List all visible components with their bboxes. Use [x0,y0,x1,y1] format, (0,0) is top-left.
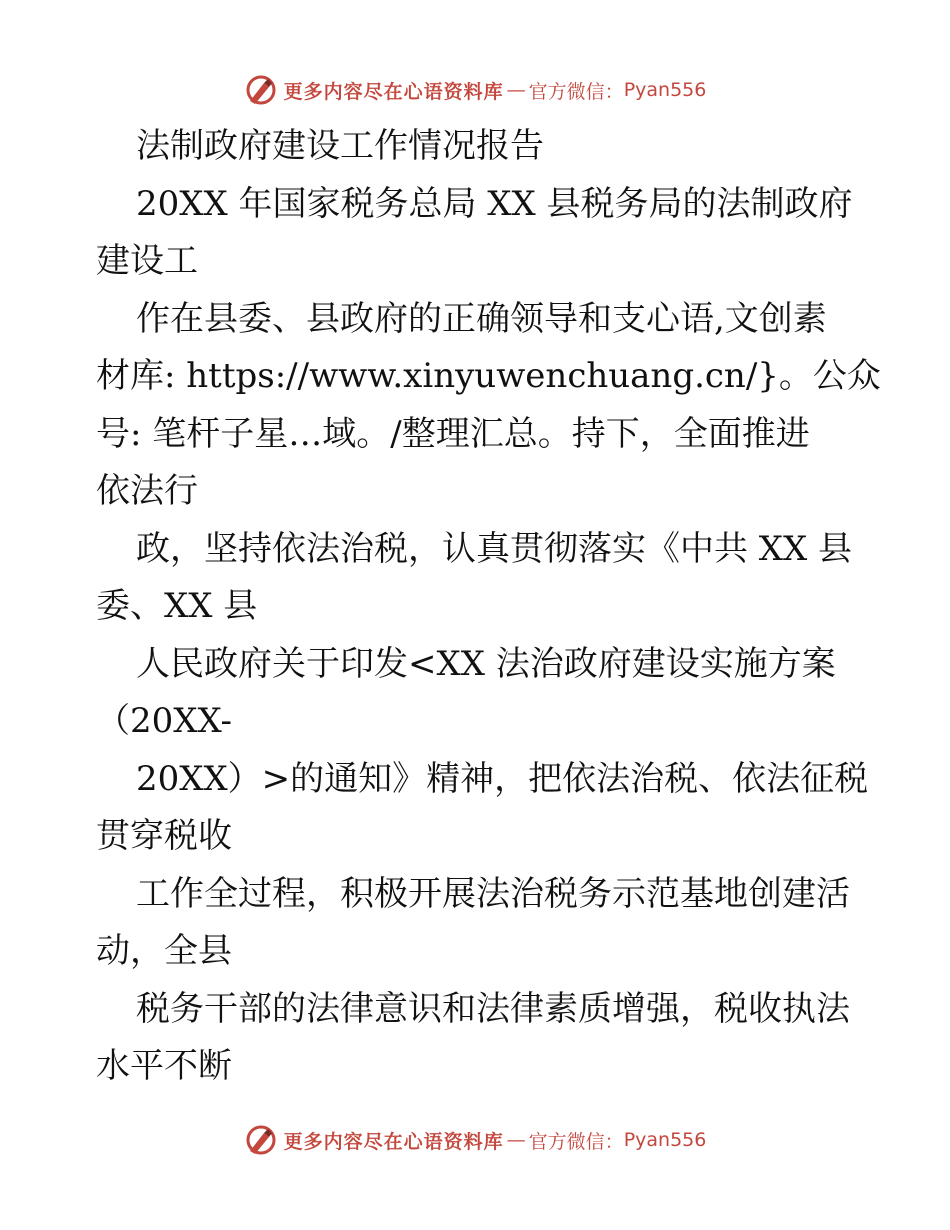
text-line: 委、XX 县 [96,586,258,626]
text-line: 号: 笔杆子星…域。/整理汇总。持下，全面推进 [96,413,810,454]
text-line: （20XX- [96,701,232,741]
text-line: 水平不断 [96,1046,232,1086]
text-line: 建设工 [96,241,198,281]
text-line: 20XX）>的通知》精神，把依法治税、依法征税 [136,758,869,799]
text-line: 20XX 年国家税务总局 XX 县税务局的法制政府 [136,183,853,224]
header-watermark-banner [0,70,950,110]
banner-brand-text: 更多内容尽在心语资料库 [283,1130,504,1153]
document-title: 法制政府建设工作情况报告 [136,126,544,166]
text-line: 税务干部的法律意识和法律素质增强，税收执法 [136,988,850,1029]
text-line: 工作全过程，积极开展法治税务示范基地创建活 [136,873,850,914]
footer-watermark-banner [0,1120,950,1160]
text-line: 作在县委、县政府的正确领导和支心语,文创素 [136,298,827,339]
banner-brand-text: 更多内容尽在心语资料库 [283,80,504,103]
text-line: 贯穿税收 [96,816,232,856]
banner-contact-label: 官方微信： [528,80,624,103]
text-line: 人民政府关于印发<XX 法治政府建设实施方案 [136,643,836,684]
banner-contact-label: 官方微信： [528,1130,624,1153]
document-body [96,118,881,1096]
banner-separator: — [506,79,526,101]
banner-separator: — [506,1129,526,1151]
banner-contact-id: Pyan556 [623,79,707,101]
pen-logo-icon [244,1123,278,1157]
text-line: 政，坚持依法治税，认真贯彻落实《中共 XX 县 [136,528,853,569]
pen-logo-icon [244,73,278,107]
text-line: 材库: https://www.xinyuwenchuang.cn/}。公众 [96,356,881,396]
banner-contact-id: Pyan556 [623,1129,707,1151]
text-line: 依法行 [96,471,198,511]
text-line: 动，全县 [96,931,232,971]
